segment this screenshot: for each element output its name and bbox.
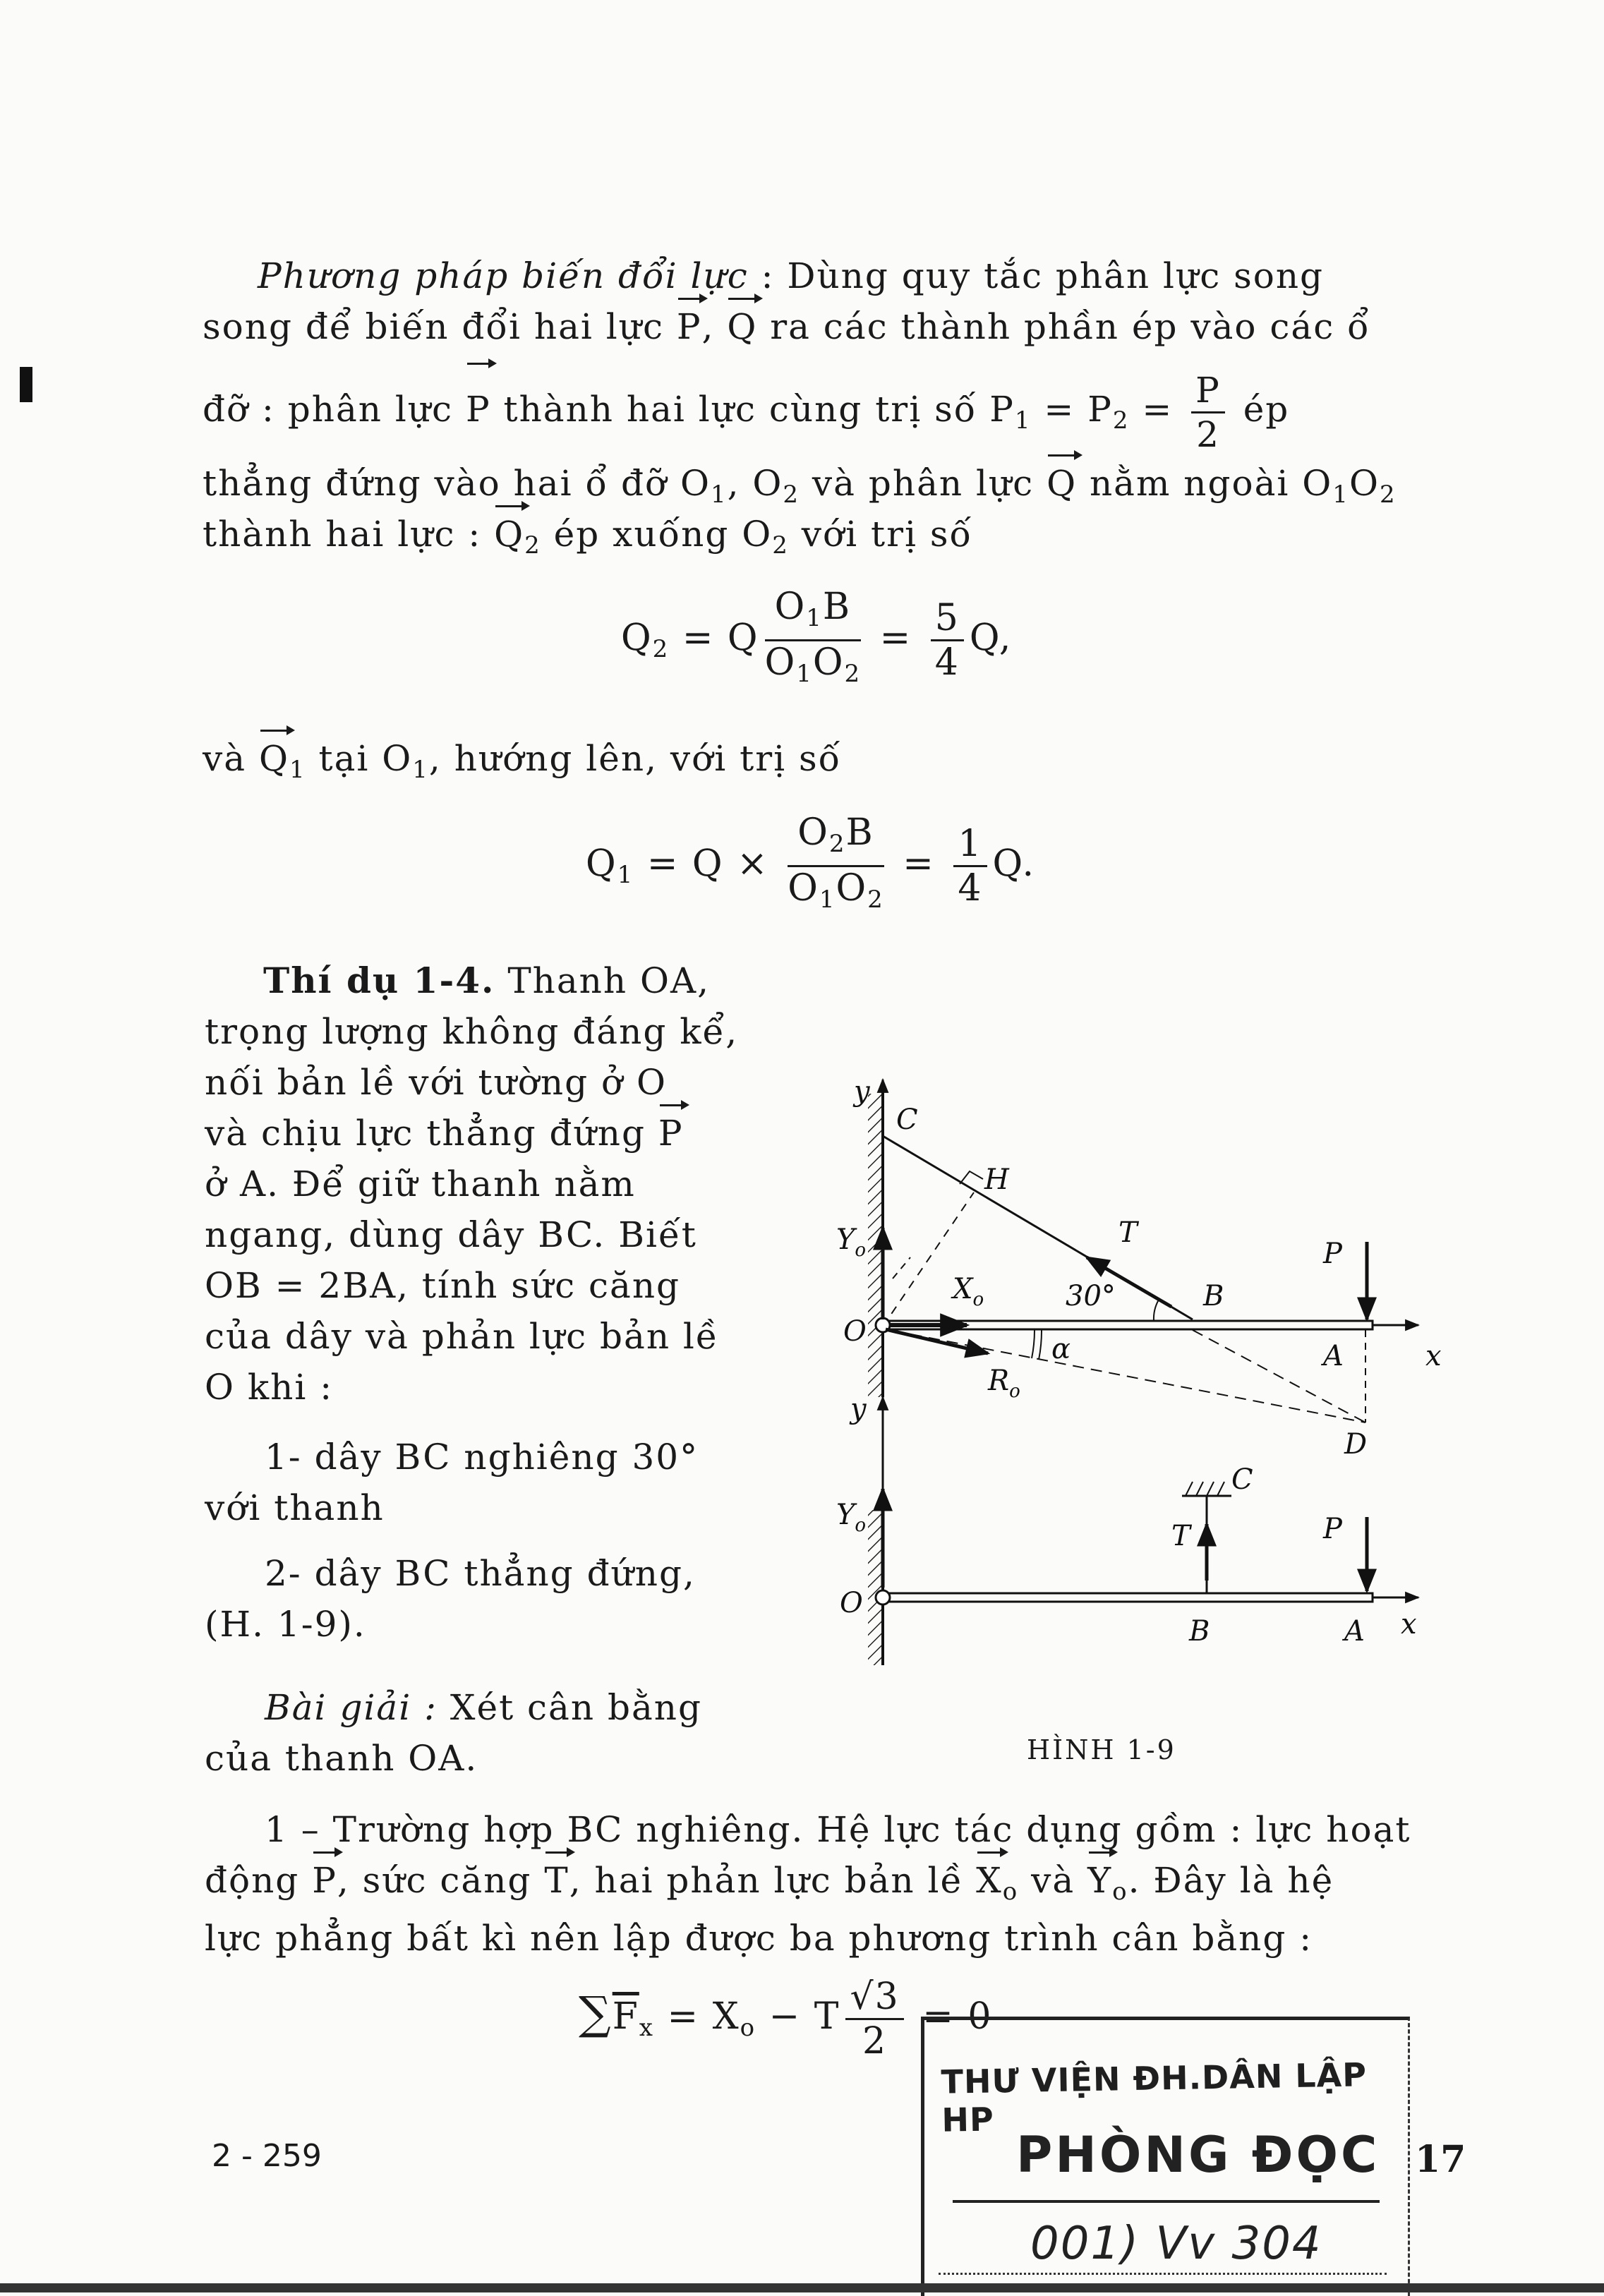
para3-line3: lực phẳng bất kì nên lập được ba phương trình cân bằng : <box>205 1918 1313 1959</box>
stamp-rule <box>953 2200 1380 2203</box>
top-y0-label: $Y_o$ <box>836 1223 867 1261</box>
top-o-label: O <box>843 1315 867 1348</box>
fraction-p-over-2: $\frac{P}{2}$ <box>1191 369 1225 456</box>
para2-line: và $Q_1$ tại $O_1$, hướng lên, với trị số <box>203 734 841 794</box>
top-x-label: x <box>1425 1340 1442 1372</box>
top-y-label: y <box>854 1075 870 1108</box>
stamp-dotted-rule <box>939 2273 1387 2275</box>
bottom-c-label: C <box>1231 1463 1253 1496</box>
h-label: H <box>984 1164 1009 1196</box>
margin-mark <box>20 367 32 402</box>
para1-line5: thành hai lực : $Q_2$ ép xuống $O_2$ với trị số <box>203 509 972 570</box>
stamp-call-number: 001) Vv 304 <box>1030 2218 1322 2270</box>
example-line-1: Thí dụ 1-4. Thanh OA, <box>263 960 710 1001</box>
para1-line1: Phương pháp biến đổi lực : Dùng quy tắc phân lực song <box>258 255 1325 296</box>
beam-oa-bottom <box>886 1593 1373 1602</box>
o-d-dashed <box>893 1331 1365 1422</box>
para1-line3: đỡ : phân lực P thành hai lực cùng trị số $P_1 = P_2$ = $\frac{P}{2}$ ép <box>203 367 1289 463</box>
od-dashed <box>893 1257 910 1279</box>
figure-1-9 <box>797 1058 1468 1679</box>
library-stamp <box>921 2017 1410 2296</box>
bottom-o-label: O <box>840 1587 863 1619</box>
bottom-wall-hatch <box>868 1510 882 1665</box>
example-line-4: và chịu lực thẳng đứng P <box>205 1108 684 1158</box>
bottom-y0-label: $Y_o$ <box>836 1499 867 1536</box>
bottom-p-label: P <box>1323 1513 1342 1545</box>
printer-signature: 2 - 259 <box>212 2138 322 2174</box>
top-wall-hatch <box>868 1094 882 1397</box>
alpha-label: α <box>1051 1333 1071 1365</box>
angle-30-arc <box>1154 1300 1159 1321</box>
example-line-7: OB = 2BA, tính sức căng <box>205 1265 681 1306</box>
example-line-9: O khi : <box>205 1367 334 1408</box>
angle-30-label: 30° <box>1066 1280 1116 1312</box>
bottom-x-label: x <box>1401 1608 1417 1641</box>
case1-line-2: với thanh <box>205 1487 385 1528</box>
example-line-3: nối bản lề với tường ở O <box>205 1062 667 1103</box>
bottom-b-label: B <box>1189 1615 1210 1648</box>
figure-caption: HÌNH 1-9 <box>1027 1734 1176 1765</box>
oh-dashed <box>883 1192 974 1327</box>
scan-bottom-edge <box>0 2283 1604 2292</box>
formula-q2: $Q_2 = Q$ $\frac{O_1B}{O_1O_2}$ = $\frac{5}{4}$ Q, <box>621 586 1013 688</box>
solution-line-1: Bài giải : Xét cân bằng <box>265 1687 702 1728</box>
bottom-y-label: y <box>850 1393 867 1425</box>
x0-label: $X_o$ <box>953 1273 984 1310</box>
case2-line-1: 2- dây BC thẳng đứng, <box>265 1553 696 1594</box>
bottom-a-label: A <box>1344 1615 1365 1648</box>
example-line-8: của dây và phản lực bản lề <box>205 1316 719 1357</box>
top-a-label: A <box>1323 1340 1344 1372</box>
page-number: 17 <box>1415 2138 1466 2181</box>
example-line-5: ở A. Để giữ thanh nằm <box>205 1164 636 1204</box>
para3-line1: 1 – Trường hợp BC nghiêng. Hệ lực tác dụng gồm : lực hoạt <box>265 1809 1411 1850</box>
case2-line-2: (H. 1-9). <box>205 1604 366 1645</box>
case1-line-1: 1- dây BC nghiêng 30° <box>265 1437 699 1478</box>
bottom-t-label: T <box>1171 1520 1190 1552</box>
top-p-label: P <box>1323 1238 1342 1270</box>
formula-sum-fx: $\sum\overline{F}_x = X_o - T$ $\frac{√3}{2}$ = 0 <box>579 1976 993 2062</box>
alpha-arc-2 <box>1039 1330 1042 1360</box>
ceiling-hatch <box>1186 1482 1224 1496</box>
example-line-2: trọng lượng không đáng kể, <box>205 1011 739 1052</box>
d-label: D <box>1344 1428 1368 1461</box>
hinge-o-bottom <box>876 1590 890 1605</box>
top-c-label: C <box>896 1104 918 1136</box>
r0-label: $R_o$ <box>988 1365 1020 1402</box>
top-t-label: T <box>1118 1216 1138 1249</box>
example-line-6: ngang, dùng dây BC. Biết <box>205 1214 697 1255</box>
para1-line4: thẳng đứng vào hai ổ đỡ $O_1$, $O_2$ và phân lực Q nằm ngoài $O_1O_2$ <box>203 459 1397 519</box>
para1-line2: song để biến đổi hai lực P, Q ra các thành phần ép vào các ổ <box>203 302 1370 351</box>
alpha-arc <box>1032 1330 1035 1358</box>
right-angle-h <box>960 1171 983 1184</box>
top-b-label: B <box>1203 1280 1224 1312</box>
stamp-reading-room: PHÒNG ĐỌC <box>1016 2126 1380 2184</box>
formula-q1: $Q_1 = Q$ × $\frac{O_2B}{O_1O_2}$ = $\frac{1}{4}$ Q. <box>586 811 1036 914</box>
solution-line-2b: của thanh OA. <box>205 1738 478 1779</box>
para3-line2: động P, sức căng T, hai phản lực bản lề $X_o$ và $Y_o$. Đây là hệ <box>205 1856 1334 1916</box>
stamp-library-name: THƯ VIỆN ĐH.DÂN LẬP HP <box>941 2055 1368 2139</box>
